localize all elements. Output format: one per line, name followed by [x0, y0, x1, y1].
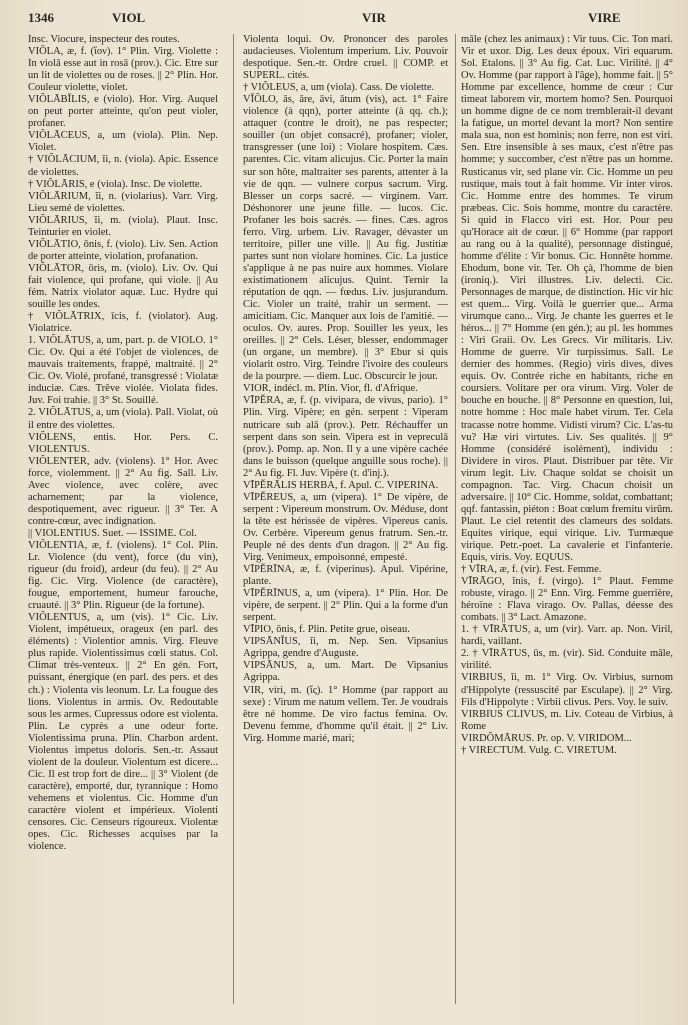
dictionary-entry: VIŎLENTIA, æ, f. (violens). 1° Col. Plin. Lr. Violence (du vent), force (du vin), rigueur (du froid), ardeur (du feu). || 2° Au fig. Cic. Virg. Violence (de caractère), fougue, emportement, humeur farouche, cruauté. || 3° Plin. Rigueur (de la fortune).	[28, 539, 218, 612]
dictionary-entry: VIŎLĀRIUM, ĭi, n. (violarius). Varr. Virg. Lieu semé de violettes.	[28, 190, 218, 214]
dictionary-entry: VĪPĔRĀLIS HERBA, f. Apul. C. VIPERINA.	[243, 479, 439, 491]
column-divider	[455, 34, 456, 1004]
dictionary-entry: † VIŎLEUS, a, um (viola). Cass. De violette.	[243, 82, 435, 94]
dictionary-entry: Violenta loqui. Ov. Prononcer des paroles audacieuses. Violentum imperium. Liv. Pouvoir despotique. Sen.-tr. Ordre cruel. || COMP. et SUPERL. cités.	[243, 34, 448, 82]
dictionary-entry: VIŎLĀTOR, ōris, m. (violo). Liv. Ov. Qui fait violence, qui profane, qui viole. || Au fém. Natrix violator aquæ. Luc. Hydre qui souille les ondes.	[28, 262, 218, 311]
dictionary-entry: VIŎLĀTIO, ōnis, f. (violo). Liv. Sen. Action de porter atteinte, violation, profanation.	[28, 238, 218, 262]
dictionary-entry: Insc. Viocure, inspecteur des routes.	[28, 34, 180, 45]
dictionary-entry: VIPSĀNUS, a, um. Mart. De Vipsanius Agrippa.	[243, 660, 448, 684]
dictionary-entry: 1. † VĪRĀTUS, a, um (vir). Varr. ap. Non. Viril, hardi, vaillant.	[461, 624, 673, 648]
dictionary-entry: VIPSĀNĬUS, ĭi, m. Nep. Sen. Vipsanius Agrippa, gendre d'Auguste.	[243, 636, 448, 660]
dictionary-entry: VĬŎLO, ās, āre, āvi, ātum (vis), act. 1° Faire violence (à qqn), porter atteinte (à qq. ch.); attaquer (contre le droit), ne pas respecter; souiller (un objet consacré), profaner; violer, transgresser (une loi) : Violare hospitem. Cæs. parentes. Cic. vitam alicujus. Cic. Porter la main sur son hôte, maltraiter ses parents, attenter à la vie de qqn. — vulnere corpus sacrum. Virg. Blesser un corps sacré. — virginem. Varr. Déshonorer une jeune fille. — lucos. Cic. Profaner les bois sacrés. — fines. Cæs. agros ferro. Virg. urbem. Liv. Ravager, dévaster un territoire, piller une ville. || Au fig. Justitiæ partes sunt non violare homines. Cic. La justice s'applique à ne pas nuire aux hommes. Violare existimationem alicujus. Quint. Ternir la réputation de qqn. — fœdus. Liv. jusjurandum. Cic. Violer un traité, trahir un serment. — amicitiam. Cic. Manquer aux lois de l'amitié. — oculos. Ov. aures. Prop. Souiller les yeux, les oreilles. || 2° Cels. Léser, blesser, endommager (un organe, un membre). || 3° Ebur si quis violarit ostro. Virg. Teindre l'ivoire des couleurs de la pourpre. — diem. Luc. Obscurcir le jour.	[243, 94, 448, 383]
dictionary-entry: † VIRECTUM. Vulg. C. VIRETUM.	[461, 744, 617, 756]
dictionary-entry: VIŎLĀCEUS, a, um (viola). Plin. Nep. Violet.	[28, 130, 218, 154]
dictionary-entry: † VIŎLĀCIUM, ĭi, n. (viola). Apic. Essence de violettes.	[28, 154, 218, 178]
dictionary-entry: VIŎLENTUS, a, um (vis). 1° Cic. Liv. Violent, impétueux, orageux (en parl. des éléments) : Violentior amnis. Virg. Fleuve plus rapide. Violentissimus cœli status. Col. Climat très-venteux. || 2° En gén. Fort, puissant, énergique (en parl. des pers. et des ch.) : Violenta vis leonum. Lr. La fougue des lions. Violentus in armis. Ov. Redoutable sous les armes. Cupressus odore est violenta. Plin. Le cyprès a une odeur forte. Violentissima pruna. Plin. Charbon ardent. Violentus impetus doloris. Sen.-tr. Assaut violent de la douleur. Violentum est dicere... Cic. Il est trop fort de dire... || 3° Violent (de caractère), emporté, dur, tyrannique : Homo vehemens et violentus. Cic. Homme d'un caractère violent et impérieux. Violenti censores. Cic. Censeurs rigoureux. Violentæ opes. Cic. Richesses acquises par la violence.	[28, 612, 218, 853]
column-middle	[243, 34, 448, 1016]
dictionary-entry: VIŎLENTER, adv. (violens). 1° Hor. Avec force, violemment. || 2° Au fig. Sall. Liv. Avec violence, avec colère, avec acharnement; par la violence, despotiquement, avec rigueur. || 3° Ter. A contre-cœur, avec indignation.	[28, 455, 218, 527]
dictionary-entry: VIŎLĀRIUS, ĭi, m. (viola). Plaut. Insc. Teinturier en violet.	[28, 214, 218, 238]
dictionary-entry: 1. VIŎLĀTUS, a, um, part. p. de VIOLO. 1° Cic. Ov. Qui a été l'objet de violences, de mauvais traitements, frappé, maltraité. || 2° Cic. Ov. Violé, profané, transgressé : Violatæ induciæ. Cæs. Trêve violée. Violata fides. Juv. Foi trahie. || 3° St. Souillé.	[28, 335, 218, 407]
dictionary-entry: mâle (chez les animaux) : Vir tuus. Cic. Ton mari. Vir et uxor. Dig. Les deux époux. Viri equarum. Sol. Etalons. || 3° Au fig. Cat. Luc. Virilité. || 4° Ov. Homme (par rapport à l'âge), homme fait. || 5° Homme par excellence, homme de cœur : Cur timeat laborem vir, mortem homo? Sen. Pourquoi un homme digne de ce nom tremblerait-il devant la fatigue, un mortel devant la mort? Non sentire mala sua, non est hominis; non ferre, non est viri. Sen. Etre insensible à ses maux, c'est n'être pas homme; y succomber, c'est n'être pas un homme. Rusticanus vir, sed plane vir. Cic. Homme un peu rustique, mais tout à fait homme. Vir inter viros. Cic. Homme entre des hommes. Te virum præbeas. Cic. Sois homme, montre du caractère. Si quid in Flacco viri est. Hor. Pour peu qu'Horace ait de cœur. || 6° Homme (par rapport au rang ou à la qualité), personnage distingué, homme d'élite : Vir bonus. Cic. Honnête homme. Ehodum, bone vir. Ter. Oh çà, l'homme de bien (ironiq.). Viri illustres. Liv. delecti. Cic. Personnages de marque, de distinction. Hic vir hic est quem... Virg. Voilà le guerrier que... Arma virumque cano... Virg. Je chante les guerres et le héros... || 7° Homme (en gén.); au pl. les hommes : Viri Graii. Ov. Les Grecs. Vir militaris. Liv. Homme de guerre. Vir turpissimus. Sall. Le dernier des hommes. (Regio) viris dives, dives equis. Ov. Contrée riche en habitants, riche en coursiers. Volitare per ora virum. Virg. Voler de bouche en bouche. || 8° Personne en question, lui, notre homme : Hoc male habet virum. Ter. Cela tracasse notre homme. Vidisti virum? Cic. L'as-tu vu? Hæ viri virtutes. Liv. Ses qualités. || 9° Homme (considéré isolément), individu : Dividere in viros. Plaut. Distribuer par tête. Vir virum legit. Liv. Chaque soldat se choisit un compagnon. Tac. Virg. Chacun choisit un adversaire. || 10° Cic. Homme, soldat, combattant; qqf. fantassin, piéton : Boat cœlum fremitu virûm. Plaut. Le ciel retentit des clameurs des soldats. Equites virique, equi virique. Liv. Turmæque virique. Petr.-poet. La cavalerie et l'infanterie. Equis, viris. Voy. EQUUS.	[461, 34, 673, 564]
dictionary-entry: VIŌLA, æ, f. (ἴον). 1° Plin. Virg. Violette : In violā esse aut in rosā (prov.). Cic. Etre sur un lit de violettes ou de roses. || 2° Plin. Hor. Couleur violette, violet.	[28, 46, 218, 94]
headword-right: VIRE	[588, 10, 621, 25]
headword-left: VIOL	[112, 10, 146, 25]
dictionary-entry: VIR, viri, m. (ἴς). 1° Homme (par rapport au sexe) : Virum me natum vellem. Ter. Je voudrais être né homme. De viro factus femina. Ov. Devenu femme, d'homme qu'il était. || 2° Liv. Virg. Homme marié, mari;	[243, 684, 448, 744]
dictionary-entry: VĪPĔRĪNA, æ, f. (viperinus). Apul. Vipérine, plante.	[243, 564, 448, 588]
dictionary-entry: † VIŎLĀRIS, e (viola). Insc. De violette.	[28, 178, 203, 190]
dictionary-entry: 2. † VĪRĀTUS, ūs, m. (vir). Sid. Conduite mâle, virilité.	[461, 648, 673, 672]
dictionary-entry: VIOR, indécl. m. Plin. Vior, fl. d'Afrique.	[243, 383, 418, 395]
dictionary-entry: VIRDŎMĀRUS. Pr. op. V. VIRIDOM...	[461, 732, 632, 744]
column-divider	[233, 34, 234, 1004]
dictionary-entry: || VIOLENTIUS. Suet. — ISSIME. Col.	[28, 527, 197, 539]
dictionary-entry: VIRBIUS, ĭi, m. 1° Virg. Ov. Virbius, surnom d'Hippolyte (ressuscité par Esculape). || 2° Virg. Fils d'Hippolyte : Virbii clivus. Pers. Voy. le suiv.	[461, 672, 673, 708]
dictionary-entry: VĪPĔRA, æ, f. (p. vivipara, de vivus, pario). 1° Plin. Virg. Vipère; en gén. serpent : Viperam nutricare sub alā (prov.). Petr. Réchauffer un serpent dans son sein. Vipera est in vepreculā (prov.). Pomp. ap. Non. Il y a une vipère cachée dans le buisson (quelque anguille sous roche). || 2° Au fig. Fl. Juv. Vipère (t. d'inj.).	[243, 395, 448, 479]
dictionary-entry: VIŎLENS, entis. Hor. Pers. C. VIOLENTUS.	[28, 431, 218, 455]
column-right	[461, 34, 673, 1016]
dictionary-entry: 2. VIŎLĀTUS, a, um (viola). Pall. Violat, où il entre des violettes.	[28, 407, 218, 431]
column-left	[28, 34, 218, 1016]
dictionary-entry: VIRBIUS CLIVUS, m. Liv. Coteau de Virbius, à Rome	[461, 708, 673, 732]
dictionary-entry: VIŎLĀBĬLIS, e (violo). Hor. Virg. Auquel on peut porter atteinte, qu'on peut violer, profaner.	[28, 94, 218, 130]
dictionary-entry: VĪPIO, ōnis, f. Plin. Petite grue, oiseau.	[243, 624, 410, 636]
dictionary-entry: VĪPĔREUS, a, um (vipera). 1° De vipère, de serpent : Vipereum monstrum. Ov. Méduse, dont la tête est hérissée de vipères. Vipereus canis. Ov. Cerbère. Vipereum genus fratrum. Sen.-tr. Peuple né des dents d'un dragon. || 2° Au fig. Virg. Venimeux, empoisonné, empesté.	[243, 491, 448, 564]
dictionary-entry: † VĪRA, æ, f. (vir). Fest. Femme.	[461, 564, 602, 576]
dictionary-entry: † VIŎLĀTRIX, īcis, f. (violator). Aug. Violatrice.	[28, 311, 218, 335]
page-number: 1346	[28, 10, 54, 25]
headword-middle: VIR	[362, 10, 386, 25]
dictionary-entry: VĪRĀGO, ĭnis, f. (virgo). 1° Plaut. Femme robuste, virago. || 2° Enn. Virg. Femme guerrière, héroïne : Flava virago. Ov. Pallas, déesse des combats. || 3° Lact. Amazone.	[461, 576, 673, 624]
dictionary-entry: VĪPĔRĪNUS, a, um (vipera). 1° Plin. Hor. De vipère, de serpent. || 2° Plin. Qui a la forme d'un serpent.	[243, 588, 448, 624]
running-header	[28, 10, 674, 28]
